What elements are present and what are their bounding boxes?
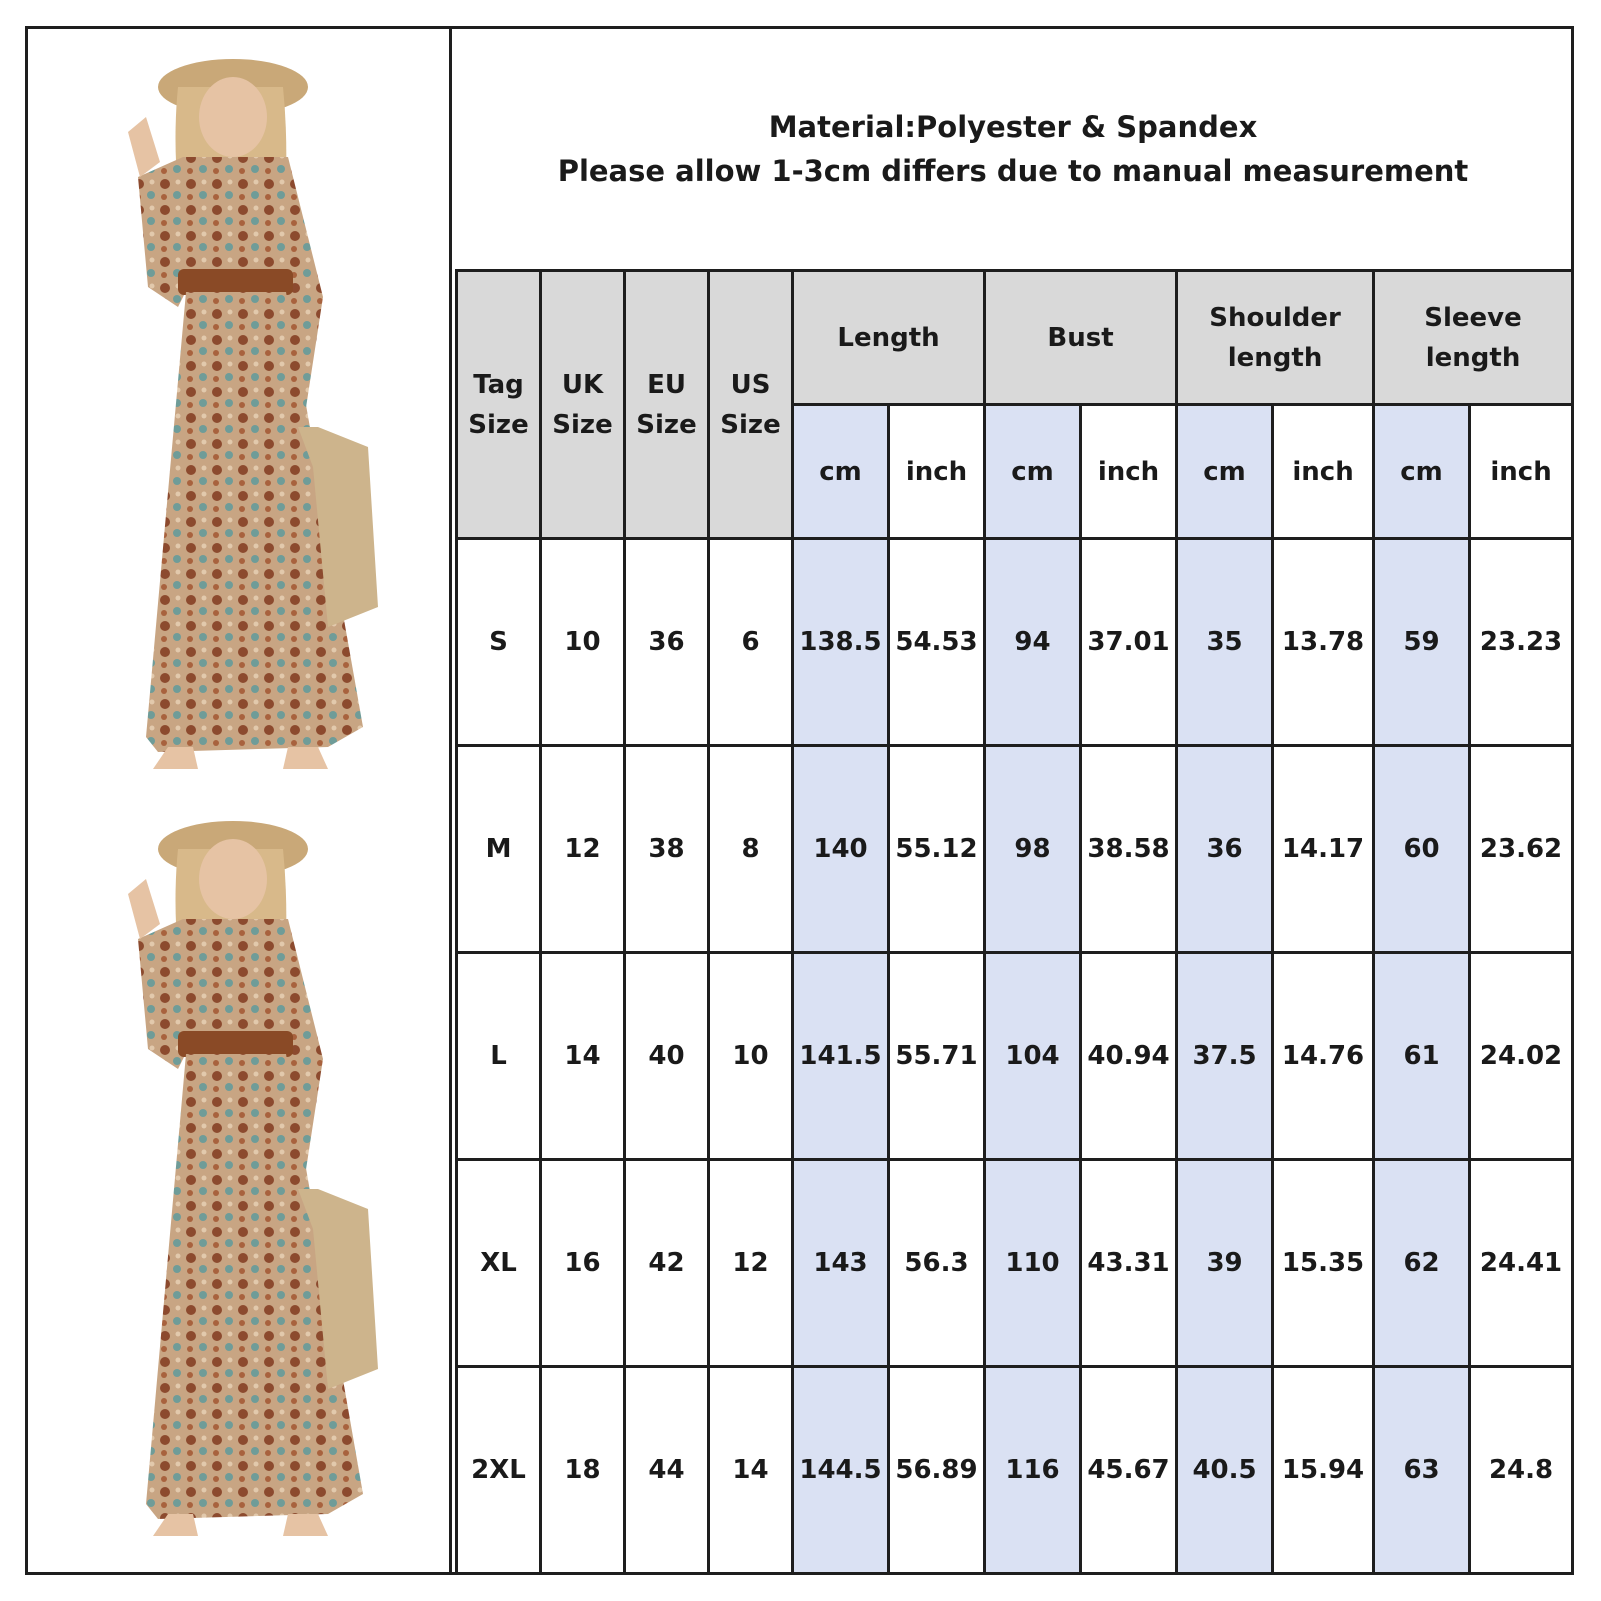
shoulder-cm-cell: 40.5 — [1177, 1367, 1273, 1574]
tag-size-cell: S — [457, 539, 541, 746]
us-size-cell: 12 — [709, 1160, 793, 1367]
eu-size-cell: 40 — [625, 953, 709, 1160]
us-size-cell: 10 — [709, 953, 793, 1160]
unit-inch: inch — [889, 405, 985, 539]
sleeve-cm-cell: 61 — [1374, 953, 1470, 1160]
shoulder-inch-cell: 14.76 — [1273, 953, 1374, 1160]
model-photo-1 — [28, 47, 449, 787]
bust-cm-cell: 104 — [985, 953, 1081, 1160]
us-size-cell: 14 — [709, 1367, 793, 1574]
uk-size-cell: 12 — [541, 746, 625, 953]
tag-size-cell: M — [457, 746, 541, 953]
unit-cm: cm — [793, 405, 889, 539]
table-row — [457, 1160, 1573, 1367]
sleeve-inch-cell: 23.23 — [1470, 539, 1573, 746]
length-inch-cell: 55.12 — [889, 746, 985, 953]
shoulder-inch-cell: 14.17 — [1273, 746, 1374, 953]
eu-size-cell: 38 — [625, 746, 709, 953]
bust-inch-cell: 38.58 — [1081, 746, 1177, 953]
header-sleeve-length: Sleeve length — [1374, 271, 1573, 405]
header-tag-size: Tag Size — [457, 271, 541, 539]
bust-inch-cell: 37.01 — [1081, 539, 1177, 746]
tag-size-cell: 2XL — [457, 1367, 541, 1574]
shoulder-inch-cell: 15.35 — [1273, 1160, 1374, 1367]
eu-size-cell: 42 — [625, 1160, 709, 1367]
sleeve-cm-cell: 63 — [1374, 1367, 1470, 1574]
size-chart-table — [455, 269, 1574, 1575]
sleeve-cm-cell: 60 — [1374, 746, 1470, 953]
length-inch-cell: 56.3 — [889, 1160, 985, 1367]
bust-inch-cell: 40.94 — [1081, 953, 1177, 1160]
uk-size-cell: 10 — [541, 539, 625, 746]
table-row — [457, 1367, 1573, 1574]
material-text: Material:Polyester & Spandex — [768, 110, 1258, 144]
measurement-note: Please allow 1-3cm differs due to manual measurement — [557, 154, 1469, 188]
bust-cm-cell: 94 — [985, 539, 1081, 746]
sleeve-cm-cell: 59 — [1374, 539, 1470, 746]
header-eu-size: EU Size — [625, 271, 709, 539]
length-inch-cell: 54.53 — [889, 539, 985, 746]
length-inch-cell: 55.71 — [889, 953, 985, 1160]
material-header — [455, 29, 1571, 269]
shoulder-cm-cell: 37.5 — [1177, 953, 1273, 1160]
shoulder-cm-cell: 39 — [1177, 1160, 1273, 1367]
header-shoulder-length: Shoulder length — [1177, 271, 1374, 405]
sleeve-cm-cell: 62 — [1374, 1160, 1470, 1367]
shoulder-cm-cell: 36 — [1177, 746, 1273, 953]
sleeve-inch-cell: 23.62 — [1470, 746, 1573, 953]
table-row — [457, 539, 1573, 746]
unit-cm: cm — [1374, 405, 1470, 539]
bust-cm-cell: 110 — [985, 1160, 1081, 1367]
table-row — [457, 953, 1573, 1160]
length-cm-cell: 140 — [793, 746, 889, 953]
unit-cm: cm — [985, 405, 1081, 539]
header-uk-size: UK Size — [541, 271, 625, 539]
header-us-size: US Size — [709, 271, 793, 539]
shoulder-inch-cell: 13.78 — [1273, 539, 1374, 746]
us-size-cell: 8 — [709, 746, 793, 953]
unit-inch: inch — [1081, 405, 1177, 539]
bust-cm-cell: 98 — [985, 746, 1081, 953]
sleeve-inch-cell: 24.02 — [1470, 953, 1573, 1160]
uk-size-cell: 16 — [541, 1160, 625, 1367]
length-cm-cell: 138.5 — [793, 539, 889, 746]
length-cm-cell: 143 — [793, 1160, 889, 1367]
unit-inch: inch — [1273, 405, 1374, 539]
sleeve-inch-cell: 24.41 — [1470, 1160, 1573, 1367]
bust-inch-cell: 45.67 — [1081, 1367, 1177, 1574]
header-bust: Bust — [985, 271, 1177, 405]
header-length: Length — [793, 271, 985, 405]
length-cm-cell: 144.5 — [793, 1367, 889, 1574]
eu-size-cell: 36 — [625, 539, 709, 746]
bust-cm-cell: 116 — [985, 1367, 1081, 1574]
length-inch-cell: 56.89 — [889, 1367, 985, 1574]
bust-inch-cell: 43.31 — [1081, 1160, 1177, 1367]
us-size-cell: 6 — [709, 539, 793, 746]
product-photos — [28, 29, 452, 1572]
length-cm-cell: 141.5 — [793, 953, 889, 1160]
model-photo-2 — [28, 809, 449, 1554]
tag-size-cell: XL — [457, 1160, 541, 1367]
unit-cm: cm — [1177, 405, 1273, 539]
sleeve-inch-cell: 24.8 — [1470, 1367, 1573, 1574]
table-row — [457, 746, 1573, 953]
tag-size-cell: L — [457, 953, 541, 1160]
unit-inch: inch — [1470, 405, 1573, 539]
shoulder-inch-cell: 15.94 — [1273, 1367, 1374, 1574]
eu-size-cell: 44 — [625, 1367, 709, 1574]
shoulder-cm-cell: 35 — [1177, 539, 1273, 746]
uk-size-cell: 18 — [541, 1367, 625, 1574]
uk-size-cell: 14 — [541, 953, 625, 1160]
